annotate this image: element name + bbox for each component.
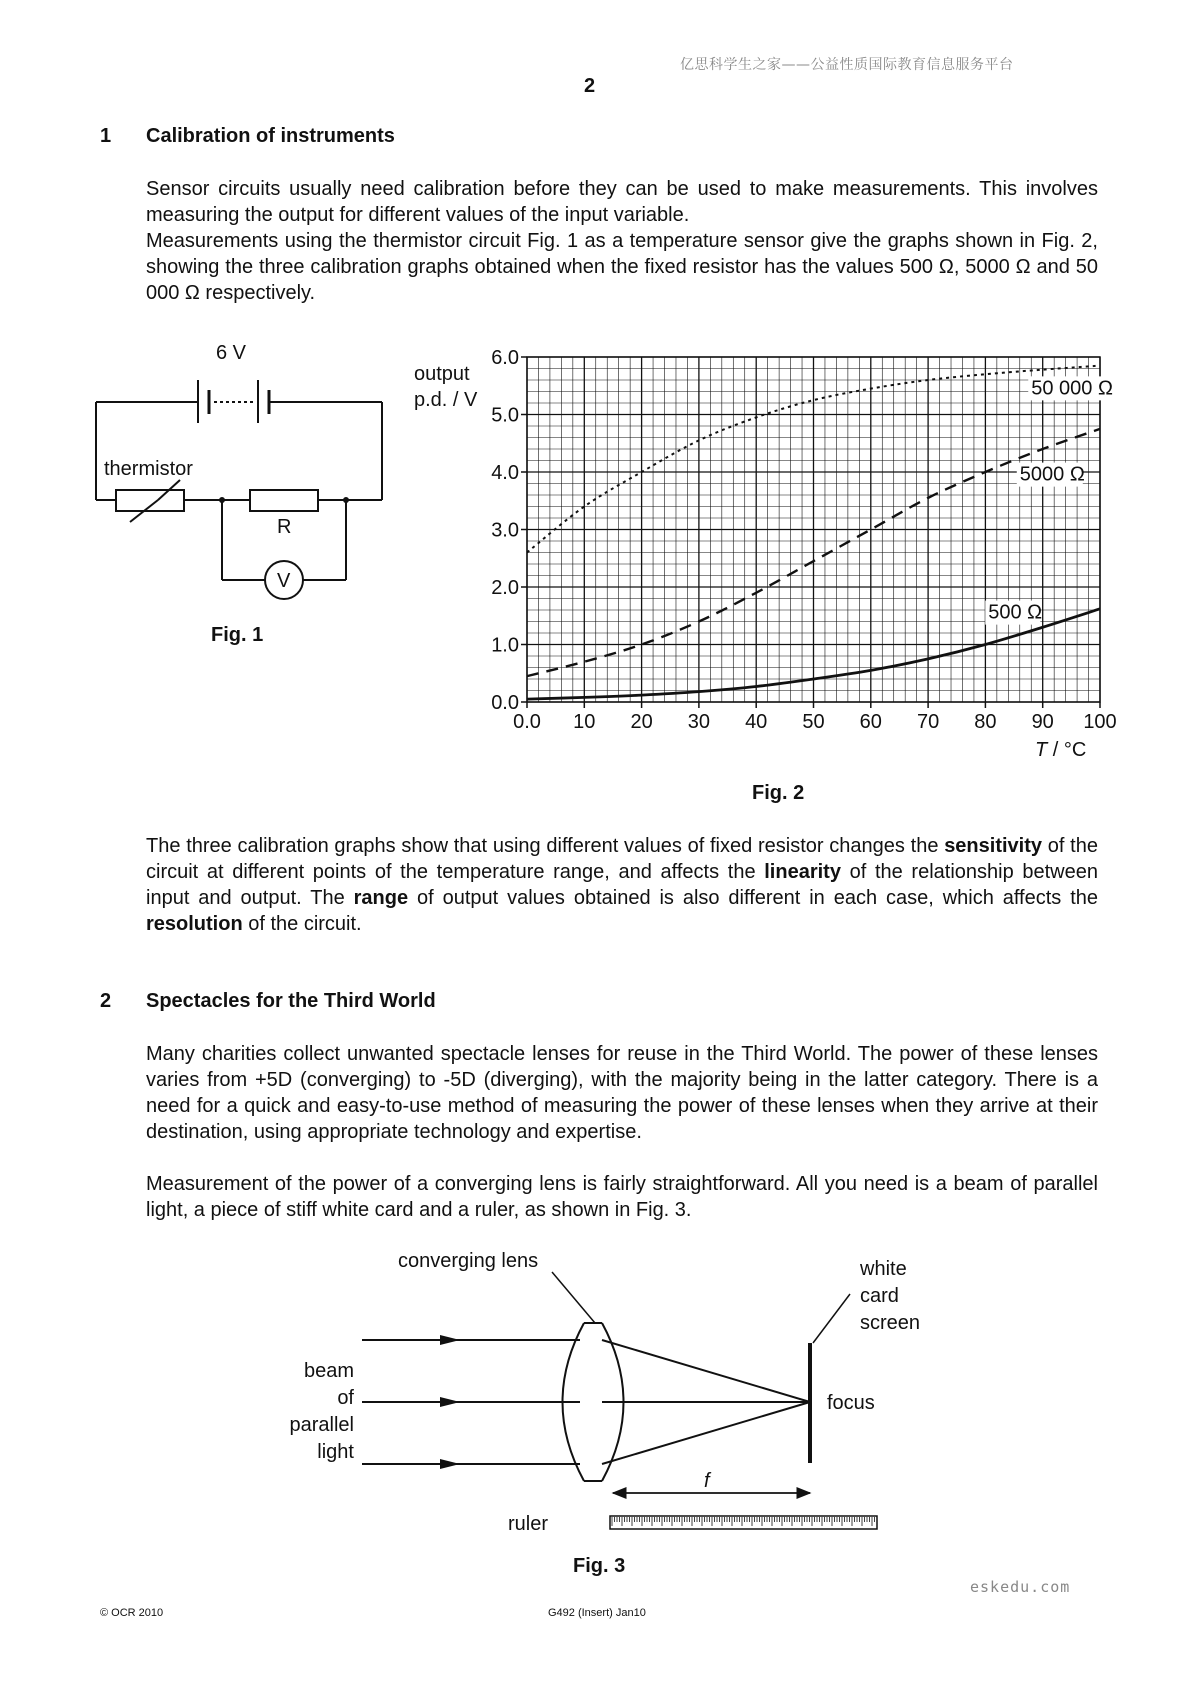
p3-text-1: The three calibration graphs show that using different values of fixed resistor changes the [146, 835, 945, 857]
p3-text-4: of output values obtained is also different in each case, which affects the [408, 887, 1098, 909]
footer-site: eskedu.com [970, 1578, 1071, 1596]
question-1-number: 1 [100, 125, 112, 147]
x-tick-label: 60 [859, 711, 882, 733]
voltmeter-label: V [277, 570, 291, 592]
y-tick-label: 5.0 [491, 404, 519, 427]
y-axis-label-line1: output [414, 363, 470, 385]
q1-paragraph-3 [146, 833, 1098, 937]
y-tick-label: 3.0 [491, 519, 519, 542]
y-tick-label: 4.0 [491, 462, 519, 484]
y-tick-label: 0.0 [491, 692, 519, 714]
fig2-chart [380, 330, 1140, 770]
fig3-lens-diagram [260, 1235, 960, 1535]
ruler-label: ruler [508, 1513, 549, 1535]
question-2-number: 2 [100, 990, 112, 1012]
question-2-title: Spectacles for the Third World [146, 990, 436, 1012]
thermistor-label: thermistor [104, 458, 193, 480]
x-axis-label: T / °C [1035, 739, 1087, 761]
series-label: 5000 Ω [1019, 463, 1085, 486]
beam-label-2: of [337, 1387, 354, 1409]
x-tick-label: 0.0 [513, 711, 541, 733]
fig2-caption: Fig. 2 [752, 782, 805, 804]
x-tick-label: 20 [630, 711, 653, 733]
term-resolution: resolution [146, 913, 243, 935]
question-2-body [146, 1041, 1098, 1223]
x-tick-label: 40 [745, 711, 768, 733]
y-tick-label: 1.0 [491, 634, 519, 657]
beam-label-3: parallel [289, 1414, 354, 1436]
x-tick-label: 10 [573, 711, 596, 733]
screen-label-2: card [860, 1285, 899, 1307]
x-tick-label: 90 [1031, 711, 1054, 733]
beam-label-4: light [317, 1441, 354, 1463]
term-sensitivity: sensitivity [944, 835, 1043, 857]
q2-paragraph-2: Measurement of the power of a converging lens is fairly straightforward. All you need is a beam of parallel light, a piece of stiff white card and a ruler, as shown in Fig. 3. [146, 1173, 1098, 1221]
fig1-circuit [90, 335, 390, 655]
footer-code: G492 (Insert) Jan10 [548, 1607, 646, 1619]
focus-label: focus [827, 1392, 875, 1414]
lens-label: converging lens [398, 1250, 539, 1272]
q1-paragraph-2: Measurements using the thermistor circuit Fig. 1 as a temperature sensor give the graphs shown in Fig. 2, showing the three calibration graphs obtained when the fixed resistor has the values 500 Ω, 5000 Ω and 50 000 Ω respectively. [146, 230, 1098, 304]
resistor-label: R [277, 516, 292, 538]
header-watermark: 亿思科学生之家——公益性质国际教育信息服务平台 [680, 57, 1014, 73]
y-tick-label: 6.0 [491, 347, 519, 369]
footer-copyright: © OCR 2010 [100, 1607, 164, 1619]
x-tick-label: 100 [1083, 711, 1117, 733]
q2-paragraph-1: Many charities collect unwanted spectacle lenses for reuse in the Third World. The power of these lenses varies from +5D (converging) to -5D (diverging), with the majority being in the latter category. There is a need for a quick and easy-to-use method of measuring the power of these lenses when they arrive at their destination, using appropriate technology and expertise. [146, 1043, 1098, 1143]
screen-label-1: white [860, 1258, 907, 1280]
focal-length-label: f [704, 1470, 710, 1492]
x-tick-label: 80 [974, 711, 997, 733]
x-tick-label: 50 [802, 711, 825, 733]
beam-label-1: beam [303, 1360, 354, 1382]
series-label: 50 000 Ω [1031, 377, 1113, 400]
term-range: range [353, 887, 409, 909]
question-1-intro [146, 176, 1098, 306]
q1-paragraph-1: Sensor circuits usually need calibration before they can be used to make measurements. This involves measuring the output for different values of the input variable. [146, 178, 1098, 226]
y-axis-label-line2: p.d. / V [414, 389, 478, 411]
screen-label-3: screen [860, 1312, 921, 1334]
series-label: 500 Ω [988, 601, 1043, 624]
p3-text-2: of the circuit at different points of the temperature range, and affects the [146, 835, 1098, 883]
chart-grid [527, 357, 1100, 702]
fig1-caption: Fig. 1 [211, 624, 264, 646]
x-tick-label: 30 [687, 711, 711, 733]
p3-text-5: of the circuit. [242, 913, 362, 935]
x-tick-label: 70 [916, 711, 940, 733]
p3-text-3: of the relationship between input and output. The [146, 861, 1098, 909]
y-tick-label: 2.0 [491, 577, 519, 599]
battery-voltage-label: 6 V [216, 342, 247, 364]
fig3-caption: Fig. 3 [573, 1555, 626, 1577]
chart-labels [414, 347, 1117, 761]
term-linearity: linearity [764, 861, 841, 883]
question-1-conclusion [146, 833, 1098, 937]
question-1-title: Calibration of instruments [146, 125, 395, 147]
page-number: 2 [584, 75, 596, 97]
